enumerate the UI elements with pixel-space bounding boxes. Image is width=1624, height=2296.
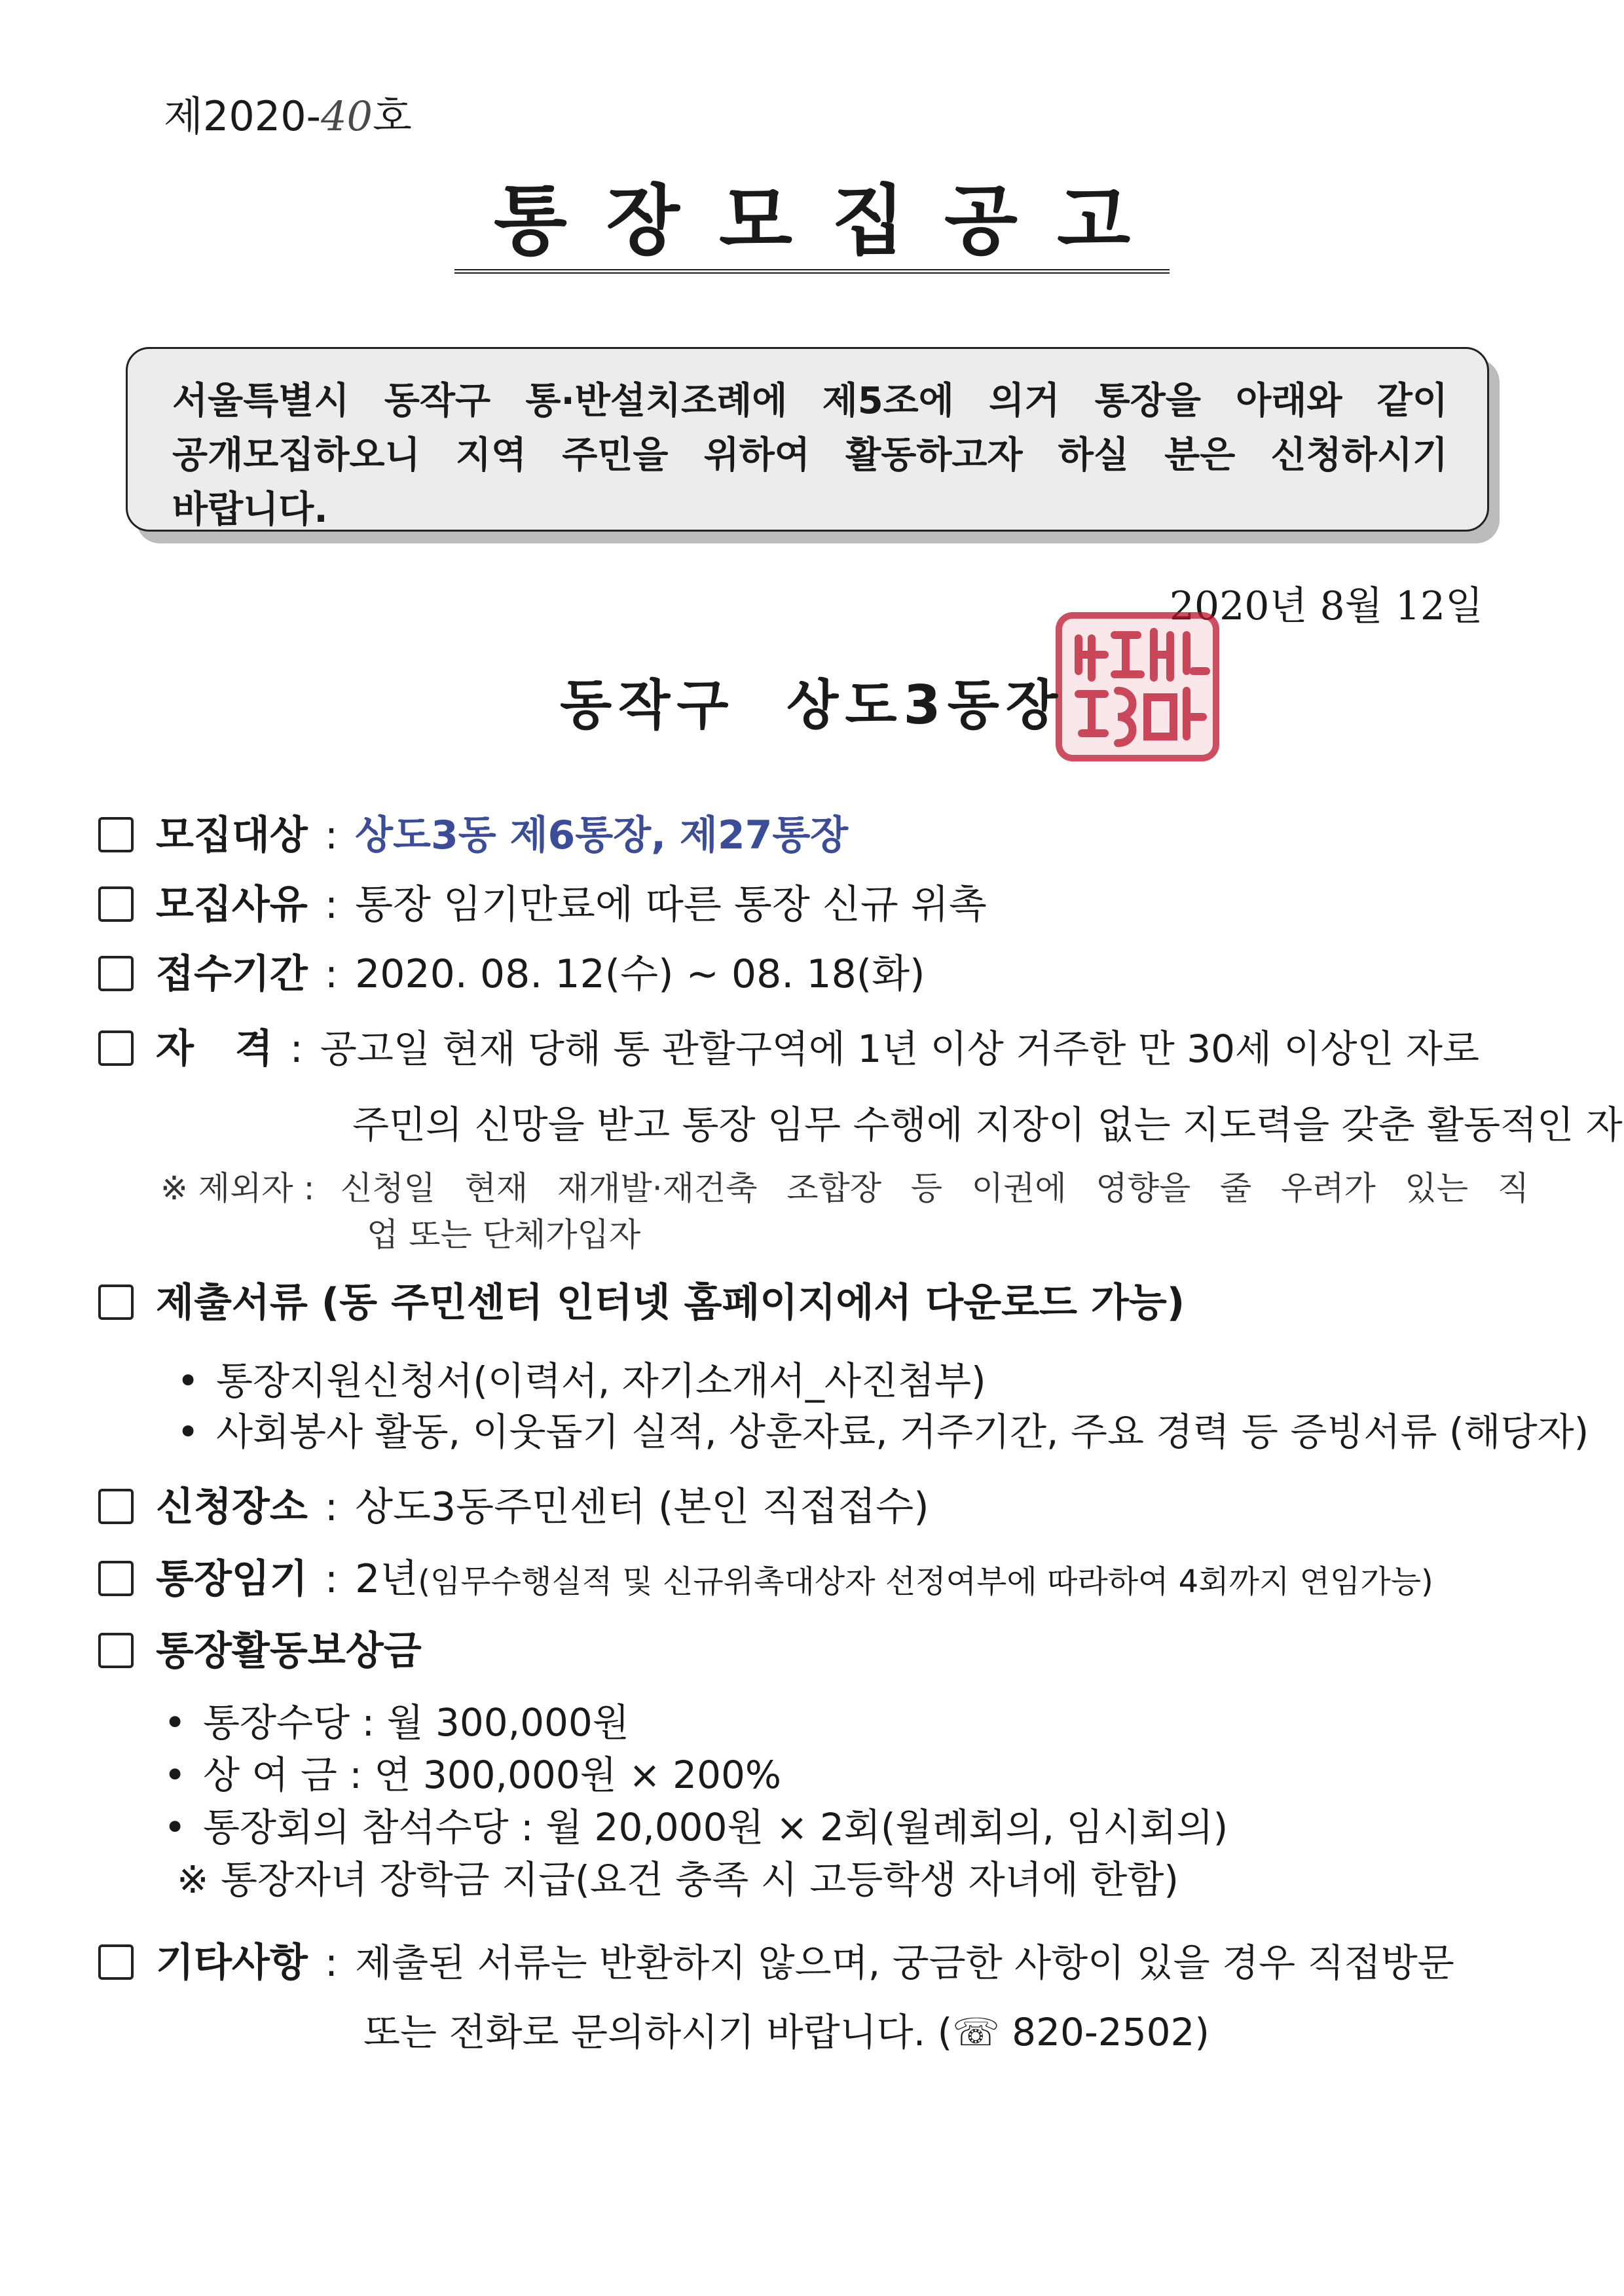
- qualification-line-1: 공고일 현재 당해 통 관할구역에 1년 이상 거주한 만 30세 이상인 자로: [320, 1027, 1480, 1071]
- section-qualification: 자 격 : 공고일 현재 당해 통 관할구역에 1년 이상 거주한 만 30세 이상인 자로: [98, 1023, 1479, 1075]
- empty-checkbox-icon: [98, 1285, 134, 1320]
- section-label: 신청장소: [156, 1484, 308, 1530]
- page-title-text: 통장모집공고: [454, 177, 1170, 274]
- issuing-office: 동작구 상도3동장: [559, 674, 1065, 737]
- empty-checkbox-icon: [98, 1944, 134, 1980]
- section-value: 통장 임기만료에 따른 통장 신규 위촉: [355, 882, 987, 928]
- section-label: 통장임기: [156, 1556, 308, 1602]
- notice-line-1: 서울특별시 동작구 통·반설치조례에 제5조에 의거 통장을 아래와 같이: [172, 380, 1448, 422]
- section-value: 2020. 08. 12(수) ~ 08. 18(화): [355, 951, 925, 997]
- section-documents: [98, 1277, 1185, 1329]
- list-item: • 사회봉사 활동, 이웃돕기 실적, 상훈자료, 거주기간, 주요 경력 등 증빙서류 (해당자): [177, 1410, 1589, 1454]
- doc-number-prefix: 제2020-: [164, 92, 322, 140]
- page-title: [0, 175, 1624, 266]
- empty-checkbox-icon: [98, 817, 134, 852]
- section-application-place: 신청장소 : 상도3동주민센터 (본인 직접접수): [98, 1481, 929, 1533]
- compensation-item-3: 통장회의 참석수당 : 월 20,000원 × 2회(월례회의, 임시회의): [203, 1805, 1228, 1850]
- notice-box: [126, 347, 1489, 532]
- empty-checkbox-icon: [98, 1030, 134, 1066]
- section-label: 제출서류 (동 주민센터 인터넷 홈페이지에서 다운로드 가능): [156, 1280, 1185, 1326]
- document-number: [164, 84, 412, 142]
- empty-checkbox-icon: [98, 956, 134, 991]
- doc-number-suffix: 호: [372, 92, 412, 140]
- other-line-1: 제출된 서류는 반환하지 않으며, 궁금한 사항이 있을 경우 직접방문: [355, 1941, 1454, 1985]
- section-label: 통장활동보상금: [156, 1628, 422, 1674]
- section-recruit-reason: 모집사유 : 통장 임기만료에 따른 통장 신규 위촉: [98, 879, 987, 931]
- notice-date: 2020년 8월 12일: [1169, 583, 1483, 629]
- empty-checkbox-icon: [98, 886, 134, 922]
- list-item: • 통장지원신청서(이력서, 자기소개서_사진첨부): [177, 1358, 986, 1403]
- compensation-item-1: 통장수당 : 월 300,000원: [203, 1700, 629, 1745]
- other-line-2: 또는 전화로 문의하시기 바랍니다. (☏ 820-2502): [363, 2010, 1210, 2054]
- section-label: 기타사항: [156, 1940, 308, 1986]
- section-label: 모집대상: [156, 812, 308, 858]
- term-note: (임무수행실적 및 신규위촉대상자 선정여부에 따라하여 4회까지 연임가능): [418, 1563, 1433, 1600]
- notice-line-3: 바랍니다.: [172, 488, 328, 531]
- term-value: 2년: [355, 1556, 418, 1602]
- empty-checkbox-icon: [98, 1633, 134, 1668]
- section-recruit-target: 모집대상 : 상도3동 제6통장, 제27통장: [98, 809, 848, 862]
- list-item: • 통장회의 참석수당 : 월 20,000원 × 2회(월례회의, 임시회의): [164, 1805, 1228, 1850]
- notice-line-2: 공개모집하오니 지역 주민을 위하여 활동하고자 하실 분은 신청하시기: [172, 434, 1448, 477]
- list-item: • 통장수당 : 월 300,000원: [164, 1700, 629, 1745]
- document-item-1: 통장지원신청서(이력서, 자기소개서_사진첨부): [216, 1358, 986, 1403]
- section-compensation: [98, 1625, 422, 1677]
- empty-checkbox-icon: [98, 1489, 134, 1524]
- section-value: 상도3동 제6통장, 제27통장: [355, 812, 849, 858]
- empty-checkbox-icon: [98, 1561, 134, 1596]
- exclusion-line-2: 업 또는 단체가입자: [367, 1216, 641, 1254]
- section-label: 모집사유: [156, 882, 308, 928]
- section-other: 기타사항 : 제출된 서류는 반환하지 않으며, 궁금한 사항이 있을 경우 직접방문: [98, 1937, 1454, 1989]
- scholarship-note: ※ 통장자녀 장학금 지급(요건 충족 시 고등학생 자녀에 한함): [177, 1857, 1179, 1902]
- exclusion-line-1: 신청일 현재 재개발·재건축 조합장 등 이권에 영향을 줄 우려가 있는 직: [341, 1169, 1529, 1207]
- compensation-item-2: 상 여 금 : 연 300,000원 × 200%: [203, 1753, 781, 1797]
- document-item-2: 사회봉사 활동, 이웃돕기 실적, 상훈자료, 거주기간, 주요 경력 등 증빙서류 (해당자): [216, 1410, 1589, 1454]
- section-application-period: 접수기간 : 2020. 08. 12(수) ~ 08. 18(화): [98, 948, 925, 1000]
- list-item: • 상 여 금 : 연 300,000원 × 200%: [164, 1753, 781, 1797]
- section-value: 상도3동주민센터 (본인 직접접수): [355, 1484, 929, 1530]
- doc-number-handwritten: 40: [321, 92, 373, 140]
- section-label: 자 격: [156, 1026, 273, 1072]
- exclusion-mark: ※ 제외자 :: [160, 1169, 315, 1207]
- qualification-line-2: 주민의 신망을 받고 통장 임무 수행에 지장이 없는 지도력을 갖춘 활동적인 자: [352, 1102, 1623, 1147]
- section-label: 접수기간: [156, 951, 308, 997]
- section-term: 통장임기 : 2년(임무수행실적 및 신규위촉대상자 선정여부에 따라하여 4회까지 연임가능): [98, 1553, 1433, 1608]
